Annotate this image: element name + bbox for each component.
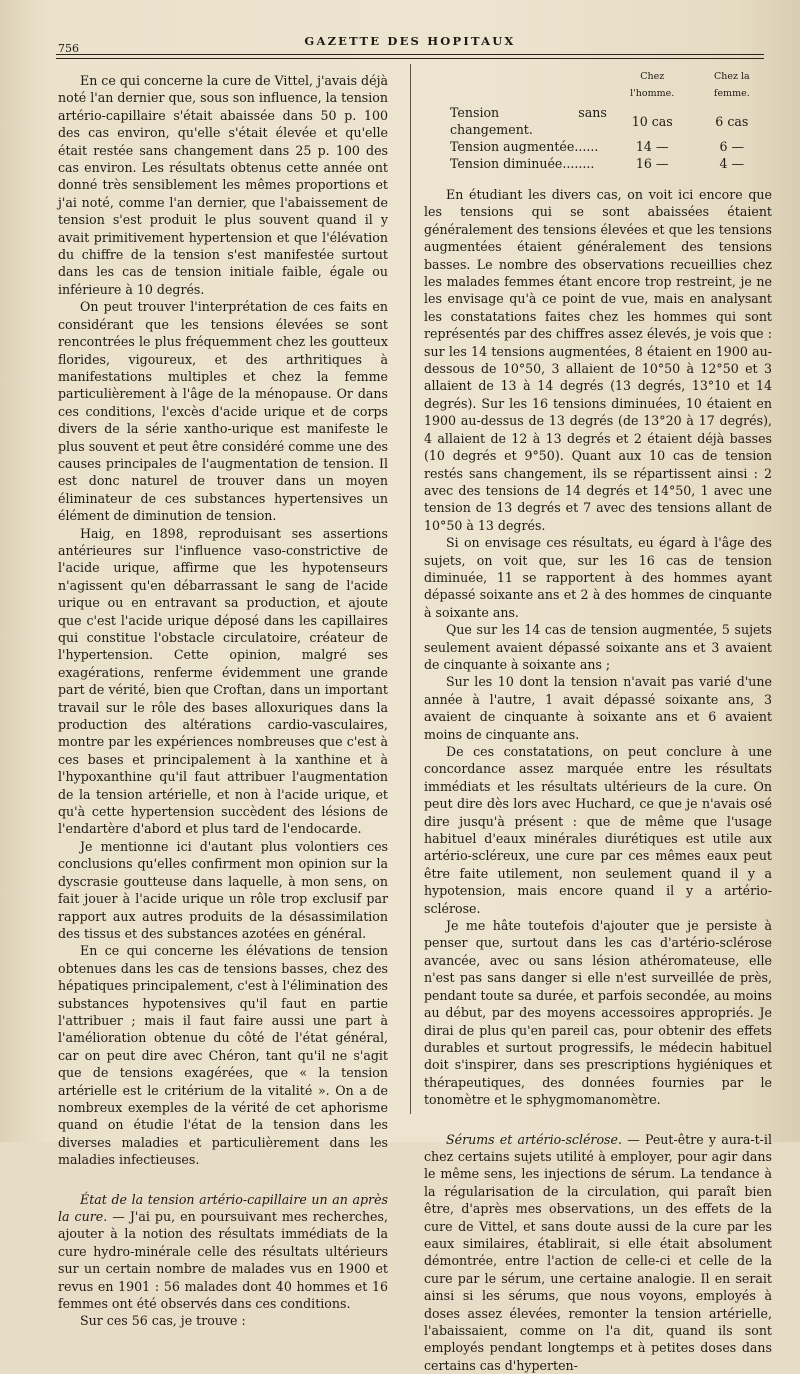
paragraph: En ce qui concerne la cure de Vittel, j'avais déjà noté l'an dernier que, sous son influence, la tension artério-capillaire s'était abaissée dans 50 p. 100 des cas environ, qu'elle s'était élevée et qu'elle était restée sans changement dans 25 p. 100 des cas environ. Les résultats obtenus cette année ont donné très sensiblement les mêmes proportions et j'ai noté, comme l'an dernier, que l'abaissement de tension s'est produit le plus souvent quand il y avait primitivement hypertension et que l'élévation du chiffre de la tension s'est manifestée surtout dans les cas de tension initiale faible, égale ou inférieure à 10 degrés. [58,73,388,297]
section-text: — Peut-être y aura-t-il chez certains sujets utilité à employer, pour agir dans le même sens, les injections de sérum. La tendance à la régularisation de la circulation, qui paraît bien être, d'après mes observations, un des effets de la cure de Vittel, et sans doute aussi de la cure par les eaux similaires, établirait, si elle était absolument démontrée, entre l'action de celle-ci et celle de la cure par le sérum, une certaine analogie. Il en serait ainsi si les sérums, que nous voyons, employés à doses assez élevées, remonter la tension artérielle, l'abaissaient, comme on l'a dit, quand ils sont employés pendant longtemps et à petites doses dans certains cas d'hyperten- [424,1131,772,1373]
paragraph: Je me hâte toutefois d'ajouter que je persiste à penser que, surtout dans les cas d'artério-sclérose avancée, avec ou sans lésion athéromateuse, elle n'est pas sans danger si elle n'est surveillée de près, pendant toute sa durée, et parfois secondée, au moins au début, par des moyens accessoires appropriés. Je dirai de plus qu'en pareil cas, pour obtenir des effets durables et surtout progressifs, le médecin habituel doit s'inspirer, dans ses prescriptions hygiéniques et thérapeutiques, des données fournies par le tonomètre et le sphygmomanomètre. [424,918,772,1108]
paragraph: De ces constatations, on peut conclure à une concordance assez marquée entre les résultats immédiats et les résultats ultérieurs de la cure. On peut dire dès lors avec Huchard, ce que je n'avais osé dire jusqu'à présent : que de même que l'usage habituel d'eaux minérales diurétiques est utile aux artério-scléreux, une cure par ces mêmes eaux peut être faite utilement, non seulement quand il y a hypotension, mais encore quand il y a artério-sclérose. [424,744,772,916]
table-row [444,155,772,172]
section-paragraph [58,1191,388,1313]
header-rule-thin [56,58,764,59]
men-count: 10 cas [631,113,673,129]
tension-table [444,68,772,172]
column-divider [410,64,411,1114]
paragraph: Sur les 10 dont la tension n'avait pas varié d'une année à l'autre, 1 avait dépassé soixante ans, 3 avaient de cinquante à soixante ans et 6 avaient moins de cinquante ans. [424,674,772,742]
women-count: 6 cas [715,113,749,129]
table-row [444,138,772,155]
women-count: 4 — [719,156,745,171]
row-label: Tension diminuée........ [450,156,595,171]
table-header [444,68,613,104]
section-title: Sérums et artério-sclérose. [446,1131,622,1147]
table-header: Chez la femme. [713,71,750,99]
paragraph: En étudiant les divers cas, on voit ici encore que les tensions qui se sont abaissées étaient généralement des tensions élevées et que les tensions augmentées étaient généralement des tensions basses. Le nombre des observations recueillies chez les malades femmes étant encore trop restreint, je ne les envisage qu'à ce point de vue, mais en analysant les constatations faites chez les hommes qui sont représentés par des chiffres assez élevés, je vois que : sur les 14 tensions augmentées, 8 étaient en 1900 au-dessous de 10°50, 3 allaient de 10°50 à 12°50 et 3 allaient de 13 à 14 degrés (13 degrés, 13°10 et 14 degrés). Sur les 16 tensions diminuées, 10 étaient en 1900 au-dessus de 13 degrés (de 13°20 à 17 degrés), 4 allaient de 12 à 13 degrés et 2 étaient déjà basses (10 degrés et 9°50). Quant aux 10 cas de tension restés sans changement, ils se répartissent ainsi : 2 avec des tensions de 14 degrés et 14°50, 1 avec une tension de 13 degrés et 7 avec des tensions allant de 10°50 à 13 degrés. [424,187,772,533]
header-rule [56,54,764,55]
paragraph: On peut trouver l'interprétation de ces faits en considérant que les tensions élevées se sont rencontrées le plus fréquemment chez les goutteux florides, vigoureux, et des arthritiques à manifestations multiples et chez la femme particulièrement à l'âge de la ménopause. Or dans ces conditions, l'excès d'acide urique et de corps divers de la série xantho-urique est manifeste le plus souvent et peut être considéré comme une des causes principales de l'augmentation de tension. Il est donc naturel de trouver dans un moyen éliminateur de ces substances hypertensives un élément de diminution de tension. [58,299,388,524]
row-label: Tension sans changement. [450,105,607,137]
row-label: Tension augmentée...... [450,139,599,154]
paragraph: En ce qui concerne les élévations de tension obtenues dans les cas de tensions basses, chez des hépatiques principalement, c'est à l'élimination des substances hypotensives qu'il faut en partie l'attribuer ; mais il faut faire aussi une part à l'amélioration obtenue du côté de l'état général, car on peut dire avec Chéron, tant qu'il ne s'agit que de tensions exagérées, que « la tension artérielle est le critérium de la vitalité ». On a de nombreux exemples de la vérité de cet aphorisme quand on étudie l'état de la tension dans les diverses maladies et particulièrement dans les maladies infectieuses. [58,943,388,1168]
section-title: État de la tension artério-capillaire un an après la cure. [58,1191,388,1224]
right-column [424,68,772,1374]
journal-title: GAZETTE DES HOPITAUX [304,34,516,48]
table-header: Chez l'homme. [630,71,675,99]
left-column [58,72,388,1330]
section-text: — J'ai pu, en poursuivant mes recherches, ajouter à la notion des résultats immédiats de la cure hydro-minérale celle des résultats ultérieurs sur un certain nombre de malades vus en 1900 et revus en 1901 : 56 malades dont 40 hommes et 16 femmes ont été observés dans ces conditions. [58,1209,388,1312]
paragraph: Que sur les 14 cas de tension augmentée, 5 sujets seulement avaient dépassé soixante ans et 3 avaient de cinquante à soixante ans ; [424,622,772,672]
paragraph: Je mentionne ici d'autant plus volontiers ces conclusions qu'elles confirment mon opinion sur la dyscrasie goutteuse dans laquelle, à mon sens, on fait jouer à l'acide urique un rôle trop exclusif par rapport aux autres produits de la désassimilation des tissus et des substances azotées en général. [58,838,388,941]
women-count: 6 — [719,139,745,154]
paragraph: Sur ces 56 cas, je trouve : [80,1313,246,1329]
page-number: 756 [58,42,79,55]
men-count: 14 — [635,139,669,154]
table-header-row [444,68,772,104]
paragraph: Si on envisage ces résultats, eu égard à l'âge des sujets, on voit que, sur les 16 cas de tension diminuée, 11 se rapportent à des hommes ayant dépassé soixante ans et 2 à des hommes de cinquante à soixante ans. [424,535,772,620]
table-row [444,104,772,138]
paragraph: Haig, en 1898, reproduisant ses assertions antérieures sur l'influence vaso-constrictive de l'acide urique, affirme que les hypotenseurs n'agissent qu'en débarrassant le sang de l'acide urique ou en entravant sa production, et ajoute que c'est l'acide urique déposé dans les capillaires qui constitue l'obstacle circulatoire, créateur de l'hypertension. Cette opinion, malgré ses exagérations, renferme évidemment une grande part de vérité, bien que Croftan, dans un important travail sur le rôle des bases alloxuriques dans la production des altérations cardio-vasculaires, montre par les expériences nombreuses que c'est à ces bases et principalement à la xanthine et à l'hypoxanthine qu'il faut attribuer l'augmentation de la tension artérielle, et non à l'acide urique, et qu'à cette hypertension succèdent des lésions de l'endartère d'abord et plus tard de l'endocarde. [58,525,388,837]
men-count: 16 — [635,156,669,171]
section-paragraph [424,1131,772,1374]
